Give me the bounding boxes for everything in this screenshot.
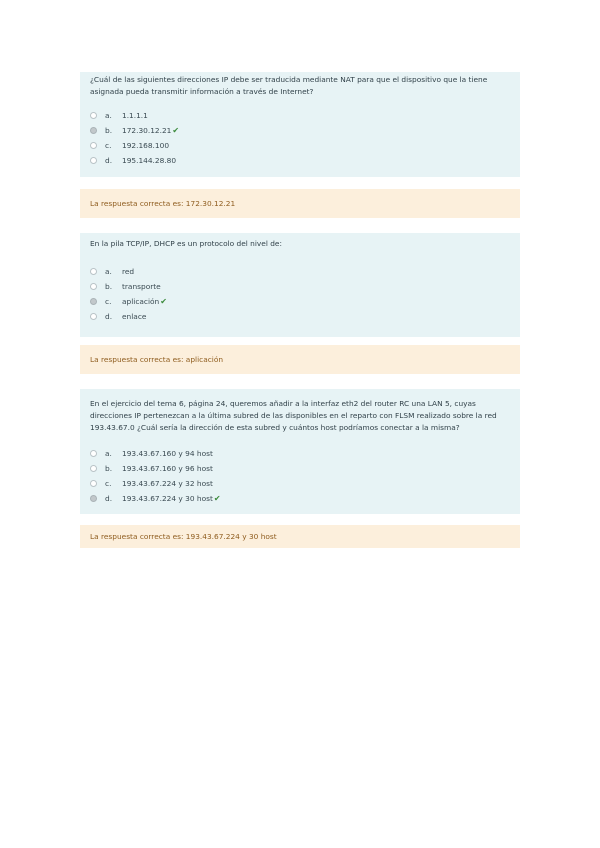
answer-text: aplicación (122, 297, 160, 306)
question-text: En el ejercicio del tema 6, página 24, queremos añadir a la interfaz eth2 del router RC una LAN 5, cuyas direcciones IP pertenezcan a la última subred de las disponibles en el reparto con FLSM realizado sobre la red 193.43.67.0 ¿Cuál sería la dirección de esta subred y cuántos host podríamos conectar a la misma? (90, 399, 497, 432)
answer-option[interactable] (90, 294, 510, 309)
radio-button[interactable] (90, 465, 97, 472)
answer-letter: d. (105, 312, 113, 321)
answer-option[interactable] (90, 461, 510, 476)
answer-text: 195.144.28.80 (122, 156, 177, 165)
answer-text: 192.168.100 (122, 141, 170, 150)
check-icon: ✔ (213, 494, 221, 503)
question-text: En la pila TCP/IP, DHCP es un protocolo del nivel de: (90, 239, 282, 248)
feedback-2 (80, 345, 520, 374)
answer-text: 193.43.67.160 y 96 host (122, 464, 213, 473)
answer-letter: a. (105, 267, 112, 276)
correct-answer-text: La respuesta correcta es: 172.30.12.21 (90, 199, 236, 208)
question-1 (80, 72, 520, 177)
answer-letter: a. (105, 449, 112, 458)
correct-answer-text: La respuesta correcta es: aplicación (90, 355, 224, 364)
answer-letter: c. (105, 297, 112, 306)
answer-option[interactable] (90, 309, 510, 324)
question-2 (80, 233, 520, 337)
answer-letter: d. (105, 156, 113, 165)
answer-letter: c. (105, 141, 112, 150)
answer-text: red (122, 267, 135, 276)
radio-button[interactable] (90, 283, 97, 290)
radio-button-selected[interactable] (90, 127, 97, 134)
answer-letter: b. (105, 464, 113, 473)
radio-button[interactable] (90, 480, 97, 487)
answer-text: 1.1.1.1 (122, 111, 148, 120)
answer-letter: a. (105, 111, 112, 120)
answer-option[interactable] (90, 123, 510, 138)
radio-button[interactable] (90, 112, 97, 119)
feedback-3 (80, 525, 520, 548)
check-icon: ✔ (160, 297, 167, 306)
answer-option[interactable] (90, 491, 510, 506)
answer-letter: b. (105, 126, 113, 135)
answer-option[interactable] (90, 264, 510, 279)
answer-list (90, 264, 510, 324)
radio-button-selected[interactable] (90, 495, 97, 502)
feedback-1 (80, 189, 520, 218)
answer-option[interactable] (90, 138, 510, 153)
radio-button[interactable] (90, 313, 97, 320)
answer-letter: d. (105, 494, 113, 503)
radio-button[interactable] (90, 157, 97, 164)
answer-option[interactable] (90, 446, 510, 461)
question-3 (80, 389, 520, 514)
answer-text: 172.30.12.21 (122, 126, 172, 135)
answer-text: transporte (122, 282, 161, 291)
answer-text: 193.43.67.224 y 30 host (122, 494, 213, 503)
answer-text: 193.43.67.224 y 32 host (122, 479, 213, 488)
answer-text: 193.43.67.160 y 94 host (122, 449, 213, 458)
answer-option[interactable] (90, 279, 510, 294)
answer-option[interactable] (90, 153, 510, 168)
radio-button[interactable] (90, 268, 97, 275)
answer-option[interactable] (90, 108, 510, 123)
answer-option[interactable] (90, 476, 510, 491)
answer-text: enlace (122, 312, 147, 321)
answer-letter: c. (105, 479, 112, 488)
question-text: ¿Cuál de las siguientes direcciones IP debe ser traducida mediante NAT para que el dispositivo que la tiene asignada pueda transmitir información a través de Internet? (90, 75, 488, 96)
answer-list (90, 108, 510, 168)
check-icon: ✔ (172, 126, 180, 135)
radio-button[interactable] (90, 142, 97, 149)
radio-button[interactable] (90, 450, 97, 457)
correct-answer-text: La respuesta correcta es: 193.43.67.224 y 30 host (90, 532, 277, 541)
radio-button-selected[interactable] (90, 298, 97, 305)
answer-letter: b. (105, 282, 113, 291)
answer-list (90, 446, 510, 506)
